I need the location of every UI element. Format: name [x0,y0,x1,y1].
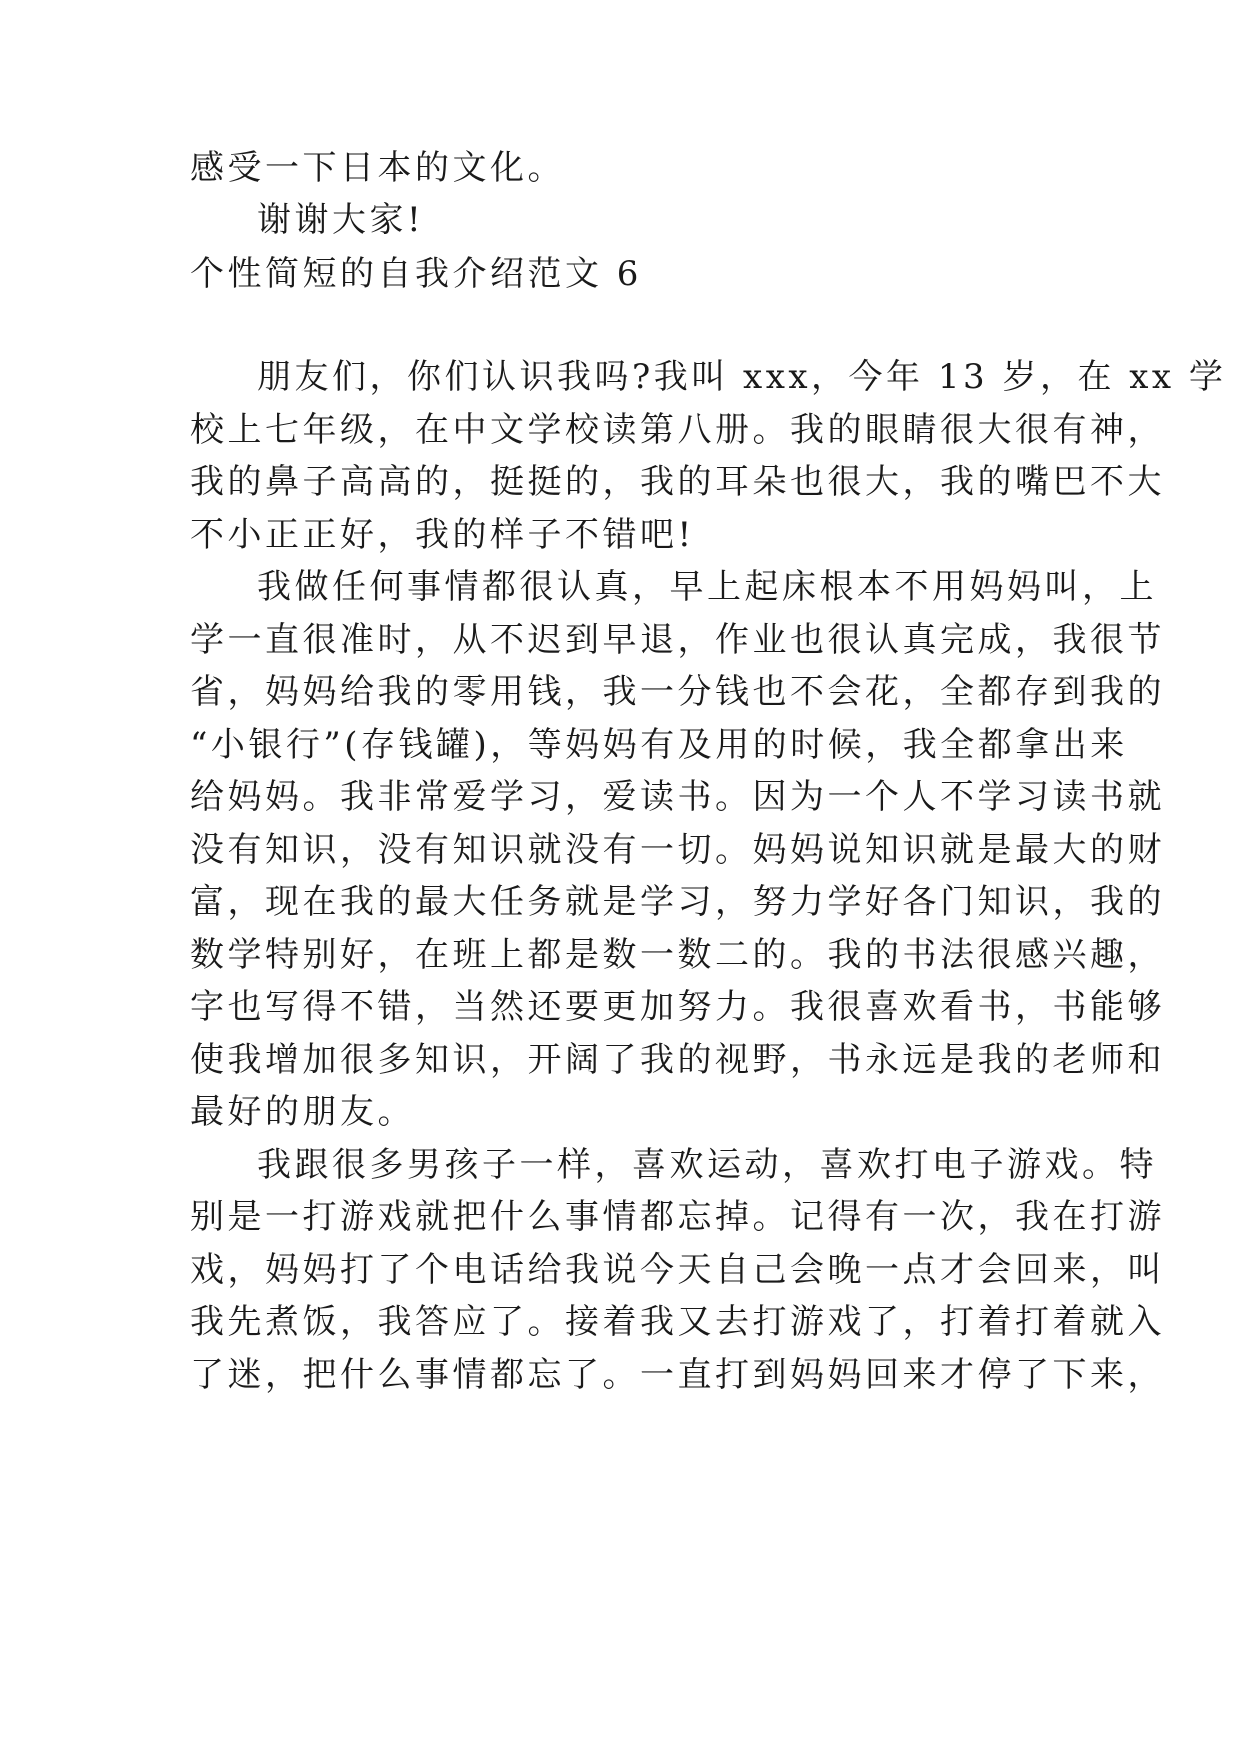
text-line: 省，妈妈给我的零用钱，我一分钱也不会花，全都存到我的 [190,672,1165,712]
text-line: 我的鼻子高高的，挺挺的，我的耳朵也很大，我的嘴巴不大 [190,462,1165,502]
text-line: 使我增加很多知识，开阔了我的视野，书永远是我的老师和 [190,1040,1165,1080]
text-line: 我先煮饭，我答应了。接着我又去打游戏了，打着打着就入 [190,1302,1165,1342]
text-line: 数学特别好，在班上都是数一数二的。我的书法很感兴趣， [190,935,1165,975]
section-heading: 个性简短的自我介绍范文 6 [190,254,642,294]
text-line: 没有知识，没有知识就没有一切。妈妈说知识就是最大的财 [190,830,1165,870]
text-line: 字也写得不错，当然还要更加努力。我很喜欢看书，书能够 [190,987,1165,1027]
text-line: 不小正正好，我的样子不错吧! [190,515,695,555]
text-line: 感受一下日本的文化。 [190,148,565,188]
text-line: 我做任何事情都很认真，早上起床根本不用妈妈叫，上 [257,567,1157,607]
text-line: 了迷，把什么事情都忘了。一直打到妈妈回来才停了下来， [190,1355,1165,1395]
text-line: 学一直很准时，从不迟到早退，作业也很认真完成，我很节 [190,620,1165,660]
text-line: 给妈妈。我非常爱学习，爱读书。因为一个人不学习读书就 [190,777,1165,817]
text-line: 最好的朋友。 [190,1092,415,1132]
text-line: 别是一打游戏就把什么事情都忘掉。记得有一次，我在打游 [190,1197,1165,1237]
text-line: 朋友们，你们认识我吗?我叫 xxx，今年 13 岁，在 xx 学 [257,357,1227,397]
text-line: 谢谢大家! [257,200,425,240]
text-line: 戏，妈妈打了个电话给我说今天自己会晚一点才会回来，叫 [190,1250,1165,1290]
text-line: 校上七年级，在中文学校读第八册。我的眼睛很大很有神， [190,410,1165,450]
text-line: 我跟很多男孩子一样，喜欢运动，喜欢打电子游戏。特 [257,1145,1157,1185]
text-line: 富，现在我的最大任务就是学习，努力学好各门知识，我的 [190,882,1165,922]
text-line: “小银行”(存钱罐)，等妈妈有及用的时候，我全都拿出来 [190,725,1128,765]
